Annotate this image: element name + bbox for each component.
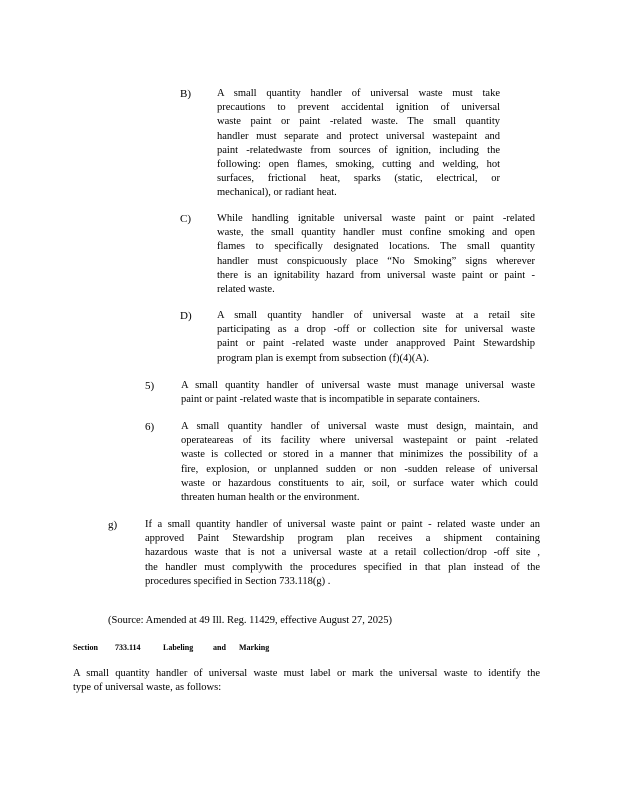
item-d-label: D) bbox=[180, 310, 192, 322]
item-6-text bbox=[181, 420, 538, 505]
item-6-line: waste is collected or stored in a manner that minimizes the possibility of a bbox=[181, 449, 538, 461]
item-b-line: following: open flames, smoking, cutting and welding, hot bbox=[217, 159, 500, 171]
item-c-line: related waste. bbox=[217, 284, 275, 296]
item-g-line: If a small quantity handler of universal waste paint or paint - related waste under an bbox=[145, 519, 540, 530]
item-6-label: 6) bbox=[145, 421, 155, 433]
item-5-line: paint or paint -related waste that is incompatible in separate containers. bbox=[181, 394, 480, 406]
item-6-line: fire, explosion, or unplanned sudden or non -sudden release of universal bbox=[181, 463, 538, 475]
section-heading bbox=[73, 642, 269, 654]
section-word: Section bbox=[73, 643, 98, 652]
source-note: (Source: Amended at 49 Ill. Reg. 11429, effective August 27, 2025) bbox=[108, 615, 393, 626]
item-d-line: A small quantity handler of universal waste at a retail site bbox=[217, 310, 535, 321]
item-b-line: mechanical), or radiant heat. bbox=[217, 187, 337, 199]
item-g-line: hazardous waste that is not a universal waste at a retail collection/drop -off site , bbox=[145, 547, 540, 559]
item-g-line: approved Paint Stewardship program plan receives a shipment containing bbox=[145, 533, 540, 545]
item-d-line: paint or paint -related waste under anapproved Paint Stewardship bbox=[217, 338, 535, 350]
item-c-line: handler must conspicuously place “No Smoking” signs wherever bbox=[217, 255, 535, 267]
item-6-line: waste or hazardous constituents to air, soil, or surface water which could bbox=[181, 477, 538, 489]
item-6-line: threaten human health or the environment. bbox=[181, 492, 360, 504]
item-d-line: participating as a drop -off or collection site for universal waste bbox=[217, 324, 535, 336]
item-b-text bbox=[217, 87, 500, 201]
item-b-line: A small quantity handler of universal waste must take bbox=[217, 88, 500, 99]
section-title-word: Labeling bbox=[163, 643, 194, 652]
item-5-text bbox=[181, 379, 535, 407]
item-b-label: B) bbox=[180, 88, 191, 100]
section-title-word: and bbox=[213, 643, 226, 652]
section-title-word: Marking bbox=[239, 643, 270, 652]
item-c-line: waste, the small quantity handler must confine smoking and open bbox=[217, 227, 535, 239]
item-c-line: flames to specifically designated locations. The small quantity bbox=[217, 241, 535, 253]
item-b-line: precautions to prevent accidental ignition of universal bbox=[217, 102, 500, 114]
intro-paragraph bbox=[73, 667, 540, 695]
item-g-label: g) bbox=[108, 519, 118, 531]
item-c-line: While handling ignitable universal waste paint or paint -related bbox=[217, 213, 535, 224]
item-g-line: procedures specified in Section 733.118(g) . bbox=[145, 575, 331, 587]
item-5-label: 5) bbox=[145, 380, 155, 392]
item-g-line: the handler must complywith the procedures specified in that plan instead of the bbox=[145, 561, 540, 573]
item-b-line: waste paint or paint -related waste. The small quantity bbox=[217, 116, 500, 128]
item-6-line: A small quantity handler of universal waste must design, maintain, and bbox=[181, 421, 538, 432]
item-g-text bbox=[145, 518, 540, 589]
item-b-line: surfaces, frictional heat, sparks (static, electrical, or bbox=[217, 173, 500, 185]
item-d-text bbox=[217, 309, 535, 366]
item-d-line: program plan is exempt from subsection (f)(4)(A). bbox=[217, 352, 429, 364]
intro-line: type of universal waste, as follows: bbox=[73, 682, 222, 694]
section-number: 733.114 bbox=[115, 643, 141, 652]
item-b-line: handler must separate and protect universal wastepaint and bbox=[217, 130, 500, 142]
item-c-text bbox=[217, 212, 535, 297]
item-c-label: C) bbox=[180, 213, 191, 225]
item-b-line: paint -relatedwaste from sources of ignition, including the bbox=[217, 144, 500, 156]
intro-line: A small quantity handler of universal waste must label or mark the universal waste to identify the bbox=[73, 668, 540, 679]
item-c-line: there is an ignitability hazard from universal waste paint or paint - bbox=[217, 269, 535, 281]
item-6-line: operateareas of its facility where universal wastepaint or paint -related bbox=[181, 435, 538, 447]
item-5-line: A small quantity handler of universal waste must manage universal waste bbox=[181, 380, 535, 391]
